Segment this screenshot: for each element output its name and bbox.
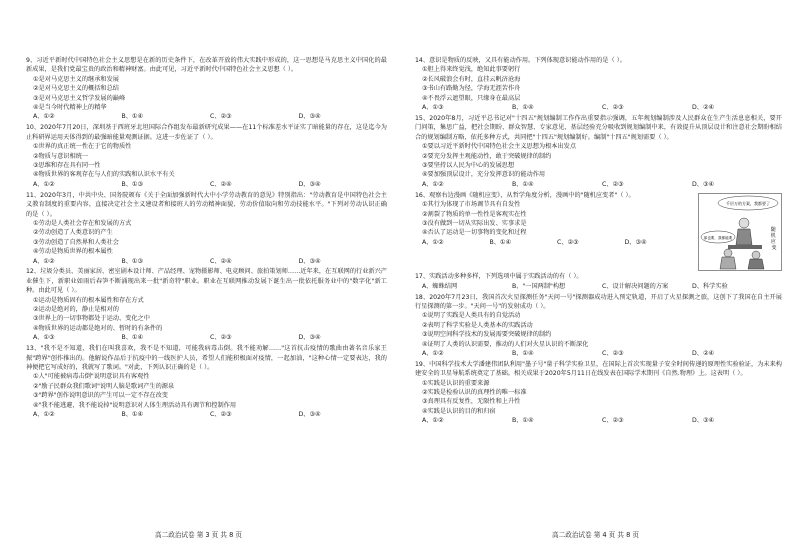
answer-choices [415, 349, 782, 358]
question [26, 56, 387, 122]
question-option: ④要加强顶层设计，充分发挥意识的能动作用 [422, 171, 546, 179]
answer-choice: D、②④ [692, 349, 715, 357]
answer-choice: D、科学实验 [692, 282, 728, 290]
question-option: ④是当今时代精神上的精华 [33, 104, 107, 112]
answer-choices [415, 416, 782, 425]
question-option: ①劳动是人类社会存在和发展的方式 [33, 219, 132, 227]
question-option: ①实践是认识的重要来源 [422, 379, 490, 387]
question-option: ③真理具有反复性，无限性和上升性 [422, 398, 521, 406]
question-option: ②表明了科学实验是人类基本的实践活动 [422, 321, 533, 329]
answer-choice: B、"一国两制"构想 [512, 282, 566, 290]
answer-choice: C、②③ [602, 349, 624, 357]
answer-choice: B、①④ [512, 104, 534, 112]
question-stem: 18、2020年7月23日，我国首次火星探测任务"天问一号"探测器成功进入预定轨道，开启了火星探测之旅，这创下了我国在自主开展行星探测的第一步。"天问一号"的发射成功（ ）。 [415, 293, 782, 310]
answer-choice: B、①④ [121, 334, 144, 342]
desk [728, 245, 762, 249]
question-option: ②"励子民群众我们歌词"说明人脑是歌词产生的源泉 [33, 382, 175, 390]
cartoon-image [698, 193, 782, 271]
answer-choices [415, 180, 782, 189]
question-option: ④物质世界的运动都是绝对的、暂时的有条件的 [33, 324, 163, 332]
answer-choice: A、①② [422, 349, 444, 357]
question-option: ②割裂了物质的单一性性是客观实在性 [422, 210, 527, 218]
answer-choice: A、①② [33, 180, 55, 188]
answer-choice: D、③④ [298, 257, 321, 265]
answer-choice: C、②③ [602, 180, 624, 188]
answer-choice: B、①④ [121, 411, 144, 419]
answer-choice: D、③④ [298, 113, 321, 121]
answer-choices [26, 410, 387, 419]
question-option: ①胆上得来终觉浅，绝知此事要躬行 [422, 66, 521, 74]
question-stem: 17、实践活动多种多样，下列选项中属于实践活动的有（ ）。 [415, 273, 583, 281]
question [26, 267, 387, 342]
answer-choices [415, 282, 782, 291]
question-option: ①要以习近平新时代中国特色社会主义思想为根本出发点 [422, 143, 577, 151]
question-option: ③是对马克思主义哲学发展的巅峰 [33, 94, 126, 102]
answer-choices [26, 180, 387, 189]
question-option: ④劳动是物质世界的根本属性 [33, 248, 113, 256]
answer-choice: B、①④ [512, 417, 534, 425]
question-option: ①运动是物质固有的根本属性和存在方式 [33, 296, 144, 304]
question [26, 123, 387, 189]
answer-choice: C、②④ [210, 180, 232, 188]
answer-choice: A、①② [33, 257, 55, 265]
question-option: ③要坚持以人民为中心的发展思想 [422, 161, 515, 169]
question-option: ④"我不能逃避，我不能说掉"说明意识对人体生理活动具有调节和控制作用 [33, 401, 237, 409]
question-with-cartoon [415, 191, 782, 271]
question [415, 56, 782, 112]
question-stem: 9、习近平新时代中国特色社会主义思想是在新的历史条件下，在改革开放的伟大实践中形成的，这一思想是马克思主义中国化的最新成果，是我们党最宝贵的政治和精神财富。由此可见，习近平新时代中国特色社会主义思想（ ）。 [26, 57, 387, 74]
figure-head-3 [752, 251, 760, 259]
question [415, 293, 782, 359]
question [415, 272, 782, 291]
question-option: ①是对马克思主义的继承和发展 [33, 75, 119, 83]
answer-choice: C、②③ [210, 411, 232, 419]
question [26, 191, 387, 266]
question-option: ③没有做到一切从实际出发、实事求是 [422, 219, 527, 227]
question-stem: 11、2020年3月，中共中央、国务院颁布《关于全面加强新时代大中小学劳动教育的意见》特别指出："劳动教育是中国特色社会主义教育制度的重要内容，直接决定社会主义建设者和接班人的劳动精神面貌、劳动价值取向和劳动技能水平。"下列对劳动认识正确的是（ ）。 [26, 191, 387, 218]
answer-choice: C、②③ [210, 113, 232, 121]
answer-choice: B、①③ [121, 180, 144, 188]
answer-choice: C、②④ [210, 257, 232, 265]
answer-choice: C、②③ [602, 417, 624, 425]
question-option: ②是对马克思主义的概括和总结 [33, 85, 119, 93]
answer-choice: D、③④ [298, 334, 321, 342]
question-option: ④物质世界的客观存在与人们的实践和认识水平有关 [33, 171, 175, 179]
question-stem: 16、观察右边漫画《随机应变》，从哲学角度分析，漫画中的"随机应变者"（ ）。 [415, 191, 635, 199]
question-stem: 12、垃圾分类员、美丽家居、密室剧本设计师、产品经理、宠物摄影师、电竞顾问、旅拍策划师……近年来，在互联网的行业新兴产业催生下，新职业如雨后春笋不断涌现出来一批"新奇特"职业。职业在互联网推动发展下诞生出一批依托服务业中的"数字化"新工种。由此可见（ ）。 [26, 268, 387, 295]
figure-body [736, 229, 752, 245]
answer-choice: A、①③ [33, 334, 55, 342]
answer-choice: B、①④ [121, 113, 144, 121]
answer-choice: B、①④ [489, 238, 512, 246]
question-option: ③劳动创造了自然界和人类社会 [33, 238, 119, 246]
question-option: ③思维和存在具有同一性 [33, 161, 101, 169]
question-stem: 14、意识是物质的反映，又具有能动作用。下列体现意识能动作用的是（ ）。 [415, 57, 626, 64]
answer-choice: B、①④ [512, 180, 534, 188]
answer-choice: D、③④ [624, 238, 647, 246]
answer-choice: A、①② [422, 417, 444, 425]
question-option: ③书山有路勤为径，学海无涯苦作舟 [422, 85, 521, 93]
question-option: ④不畏浮云遮望眼，只缘身在最高层 [422, 94, 521, 102]
answer-choice: C、设计解决问题的方案 [602, 282, 669, 290]
answer-choice: B、①④ [512, 349, 534, 357]
figure-body-3 [748, 259, 764, 269]
figure-body-2 [720, 257, 736, 269]
question-list [26, 56, 387, 419]
question-option: ②劳动创造了人类意识的产生 [33, 229, 113, 237]
question-option: ②长风破浪会有时，直挂云帆济沧海 [422, 75, 521, 83]
question-option: ②物质与意识相统一 [33, 152, 89, 160]
answer-choice: D、③④ [298, 180, 321, 188]
cartoon-title: 随 机 应 变 [770, 226, 777, 251]
answer-choice: A、①③ [422, 104, 444, 112]
answer-choice: C、②③ [210, 334, 232, 342]
question-stem: 13、"我不是不知道，我们在叫我喜欢，我不是不知道，可能我病毒击倒。我不能劝解……"这首抗击疫情的歌曲由著名音乐家王振"跨界"创作推出的。他解说作品后于抗疫中的一线医护人员，希望人们能积极面对疫情，一起加油，"这种心情一定要表达，我的神便把它写成好的，我就写了歌词。"对此，下列认识正确的是（ ）。 [26, 345, 387, 371]
question-text-column [415, 191, 692, 271]
question [415, 360, 782, 426]
question-option: ①人"可能被病毒击倒"说明意识具有客观性 [33, 373, 150, 381]
answer-choices [415, 238, 692, 247]
question-stem: 19、中国科学技术大学潘建伟团队利用"墨子号"量子科学实验卫星，在国际上首次实现量子安全时间传递的原理性实验验证，为未来构建安全的卫星导航系统奠定了基础。相关成果于2020年5月11日在线发表在国际学术期刊《自然.物理》上。这表明（ ）。 [415, 360, 782, 378]
question-option: ②运动是绝对的，静止是相对的 [33, 306, 119, 314]
question [415, 191, 782, 271]
answer-choice: D、③④ [298, 411, 321, 419]
question [415, 114, 782, 189]
answer-choice: A、蜘蛛结网 [422, 282, 458, 290]
question-option: ③世界上的一切事物都处于运动、变化之中 [33, 315, 150, 323]
figure-head-2 [724, 249, 732, 257]
answer-choice: D、②④ [692, 104, 715, 112]
question-option: ①世界的真正统一性在于它的物质性 [33, 143, 132, 151]
question-option: ④否认了运动是一切事物的变化和过程 [422, 229, 527, 237]
question-option: ②要充分发挥主观能动性，敢于突破规律的制约 [422, 152, 552, 160]
bubble-left-text: 那也要，我都能要 [703, 235, 733, 240]
cartoon-drawing [698, 193, 782, 271]
bubble-top-text: 千层万的方案，我都要了 [726, 200, 770, 206]
question-stem: 15、2020年8月，习近平总书记对"十四五"规划编制工作作出重要指示强调，五年规划编制涉及人民群众在生产生活息息相关，要开门问策，集思广益，把社会期盼、群众智慧、专家意见、基层经验充分吸收到规划编制中来，有效提升从顶层设计和注意社会期盼相结合的规划编制方略，依托多种方式，共同把"十四五"规划编制好。编制"十四五"规划需要（ ）。 [415, 114, 782, 141]
answer-choices [26, 112, 387, 121]
answer-choice: B、①③ [121, 257, 144, 265]
question-option: ③"跨界"创作说明意识的产生可以一定不存在改变 [33, 392, 168, 400]
answer-choice: D、③④ [692, 180, 715, 188]
question-option: ④实践是认识的目的和归宿 [422, 407, 496, 415]
answer-choice: A、①② [422, 238, 444, 246]
answer-choice: A、①② [422, 180, 444, 188]
answer-choices [26, 333, 387, 342]
question-option: ②实践是检验认识的真理性的唯一标准 [422, 389, 527, 397]
question [26, 344, 387, 419]
answer-choice: C、②③ [557, 238, 579, 246]
answer-choice: D、③④ [692, 417, 715, 425]
right-page [397, 0, 794, 550]
question-option: ④证明了人类的认识需要，推动的人们对火星认识的不断深化 [422, 340, 589, 348]
question-stem: 10、2020年7月20日，深圳基于西班牙北坦国际合作组发布最新研究成果——在11个标准差水平证实了暗能量的存在，这是迄今为止科研界运用天体得到的最强暗能量观测证据。这进一步佐证了（ ）。 [26, 124, 387, 141]
answer-choice: C、②③ [602, 104, 624, 112]
answer-choice: A、①② [33, 411, 55, 419]
question-option: ①其行为体现了市场调节具有自发性 [422, 201, 521, 209]
answer-choices [26, 257, 387, 266]
answer-choice: A、①② [33, 113, 55, 121]
question-option: ③说明空间科学技术的发展需要突破规律的制约 [422, 331, 552, 339]
figure-head [739, 218, 749, 228]
question-option: ①说明了实践是人类具有的自觉活动 [422, 312, 521, 320]
answer-choices [415, 103, 782, 112]
question-list [415, 56, 782, 426]
page-footer: 高二政治试卷 第 4 页 共 8 页 [552, 530, 639, 539]
page-footer: 高二政治试卷 第 3 页 共 8 页 [155, 530, 242, 539]
